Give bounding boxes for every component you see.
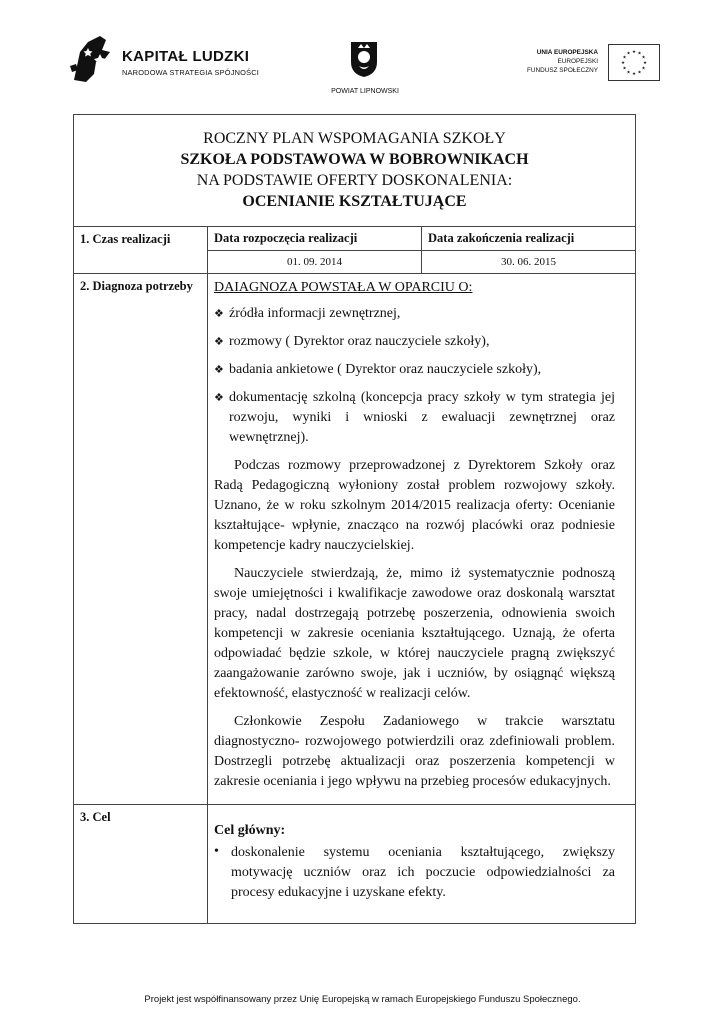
list-item-text: rozmowy ( Dyrektor oraz nauczyciele szkoły), [229,334,490,349]
page-footer: Projekt jest współfinansowany przez Unię Europejską w ramach Europejskiego Funduszu Społecznego. [144,994,581,1005]
diagnosis-paragraph-3: Członkowie Zespołu Zadaniowego w trakcie warsztatu diagnostyczno- rozwojowego potwierdzili oraz zdefiniowali problem. Dostrzegli potrzebę aktualizacji oraz poszerzenia kompetencji w zakresie oceniania i jego wpływu na przebieg procesów edukacyjnych. [214,714,615,789]
bullet-dot-icon: • [214,844,219,859]
title-line-1: ROCZNY PLAN WSPOMAGANIA SZKOŁY [203,130,506,147]
eu-star-icon: ★ [622,65,627,71]
start-date-header: Data rozpoczęcia realizacji [208,227,422,251]
list-item-text: doskonalenie systemu oceniania kształtującego, zwiększy motywację uczniów oraz ich poczucie odpowiedzialności za procesy edukacyjne i uzyskane efekty. [231,845,615,900]
section-3-label: 3. Cel [74,805,208,924]
eu-line-2: EUROPEJSKI [557,58,598,65]
diamond-bullet-icon: ❖ [214,308,224,320]
eu-star-icon: ★ [637,50,642,56]
kapital-ludzki-title: KAPITAŁ LUDZKI [122,48,250,65]
diamond-bullet-icon: ❖ [214,392,224,404]
time-header-row [74,227,636,251]
eu-label [512,48,598,75]
end-date-value: 30. 06. 2015 [422,251,636,274]
eu-flag-icon [608,44,660,81]
list-item [214,360,615,380]
list-item [214,388,615,448]
main-goal-heading: Cel główny: [214,823,286,838]
eu-star-icon: ★ [641,54,646,60]
start-date-value: 01. 09. 2014 [208,251,422,274]
eu-line-1: UNIA EUROPEJSKA [536,49,598,56]
diagnosis-heading: DAIAGNOZA POWSTAŁA W OPARCIU O: [214,280,473,295]
diamond-bullet-icon: ❖ [214,336,224,348]
title-cell [74,115,636,227]
eu-star-icon: ★ [622,54,627,60]
eu-star-icon: ★ [631,71,637,76]
eu-star-icon: ★ [642,60,648,65]
kapital-ludzki-subtitle: NARODOWA STRATEGIA SPÓJNOŚCI [122,68,260,77]
powiat-crest-icon [349,40,379,78]
kapital-ludzki-logo-icon [66,30,118,86]
eu-star-icon: ★ [637,69,642,75]
diagnosis-sources-list [214,304,615,448]
diagnosis-content [208,274,636,805]
list-item-text: źródła informacji zewnętrznej, [229,306,401,321]
eu-star-icon: ★ [620,60,626,65]
title-line-3: NA PODSTAWIE OFERTY DOSKONALENIA: [196,172,513,189]
goal-row [74,805,636,924]
eu-line-3: FUNDUSZ SPOŁECZNY [526,67,598,74]
list-item [214,304,615,324]
plan-table [73,114,636,924]
title-line-4: OCENIANIE KSZTAŁTUJĄCE [242,193,467,210]
end-date-header: Data zakończenia realizacji [422,227,636,251]
diagnosis-row [74,274,636,805]
eu-star-icon: ★ [626,69,631,75]
list-item-text: dokumentację szkolną (koncepcja pracy szkoły w tym strategia jej rozwoju, wyniki i wnioski z ewaluacji zewnętrznej oraz wewnętrznej). [229,390,615,445]
goal-list [214,843,615,903]
list-item-text: badania ankietowe ( Dyrektor oraz nauczyciele szkoły), [229,362,542,377]
title-line-2: SZKOŁA PODSTAWOWA W BOBROWNIKACH [180,151,529,168]
page-header [0,0,725,110]
diamond-bullet-icon: ❖ [214,364,224,376]
section-2-label: 2. Diagnoza potrzeby [74,274,208,805]
diagnosis-paragraph-2: Nauczyciele stwierdzają, że, mimo iż systematycznie podnoszą swoje umiejętności i kwalifikacje zawodowe oraz doskonalą warsztat pracy, nadal dostrzegają potrzebę poszerzenia, odnowienia swoich kompetencji w zakresie oceniania kształtującego. Uznają, że oferta odpowiadać będzie szkole, w której nauczyciele pragną zwiększyć zaangażowanie zarówno swoje, jak i uczniów, by osiągnąć większą efektowność, elastyczność w realizacji celów. [214,566,615,701]
section-1-label: 1. Czas realizacji [74,227,208,274]
diagnosis-paragraph-1: Podczas rozmowy przeprowadzonej z Dyrektorem Szkoły oraz Radą Pedagogiczną wyłoniony został problem rozwojowy szkoły. Uznano, że w roku szkolnym 2014/2015 realizacja oferty: Ocenianie kształtujące- wpłynie, znacząco na rozwój placówki oraz podniesie kompetencje kadry nauczycielskiej. [214,458,615,553]
goal-content [208,805,636,924]
list-item [214,843,615,903]
powiat-label: POWIAT LIPNOWSKI [331,88,399,95]
eu-star-icon: ★ [631,49,637,54]
eu-star-icon: ★ [641,65,646,71]
list-item [214,332,615,352]
eu-star-icon: ★ [626,50,631,56]
title-row [74,115,636,227]
